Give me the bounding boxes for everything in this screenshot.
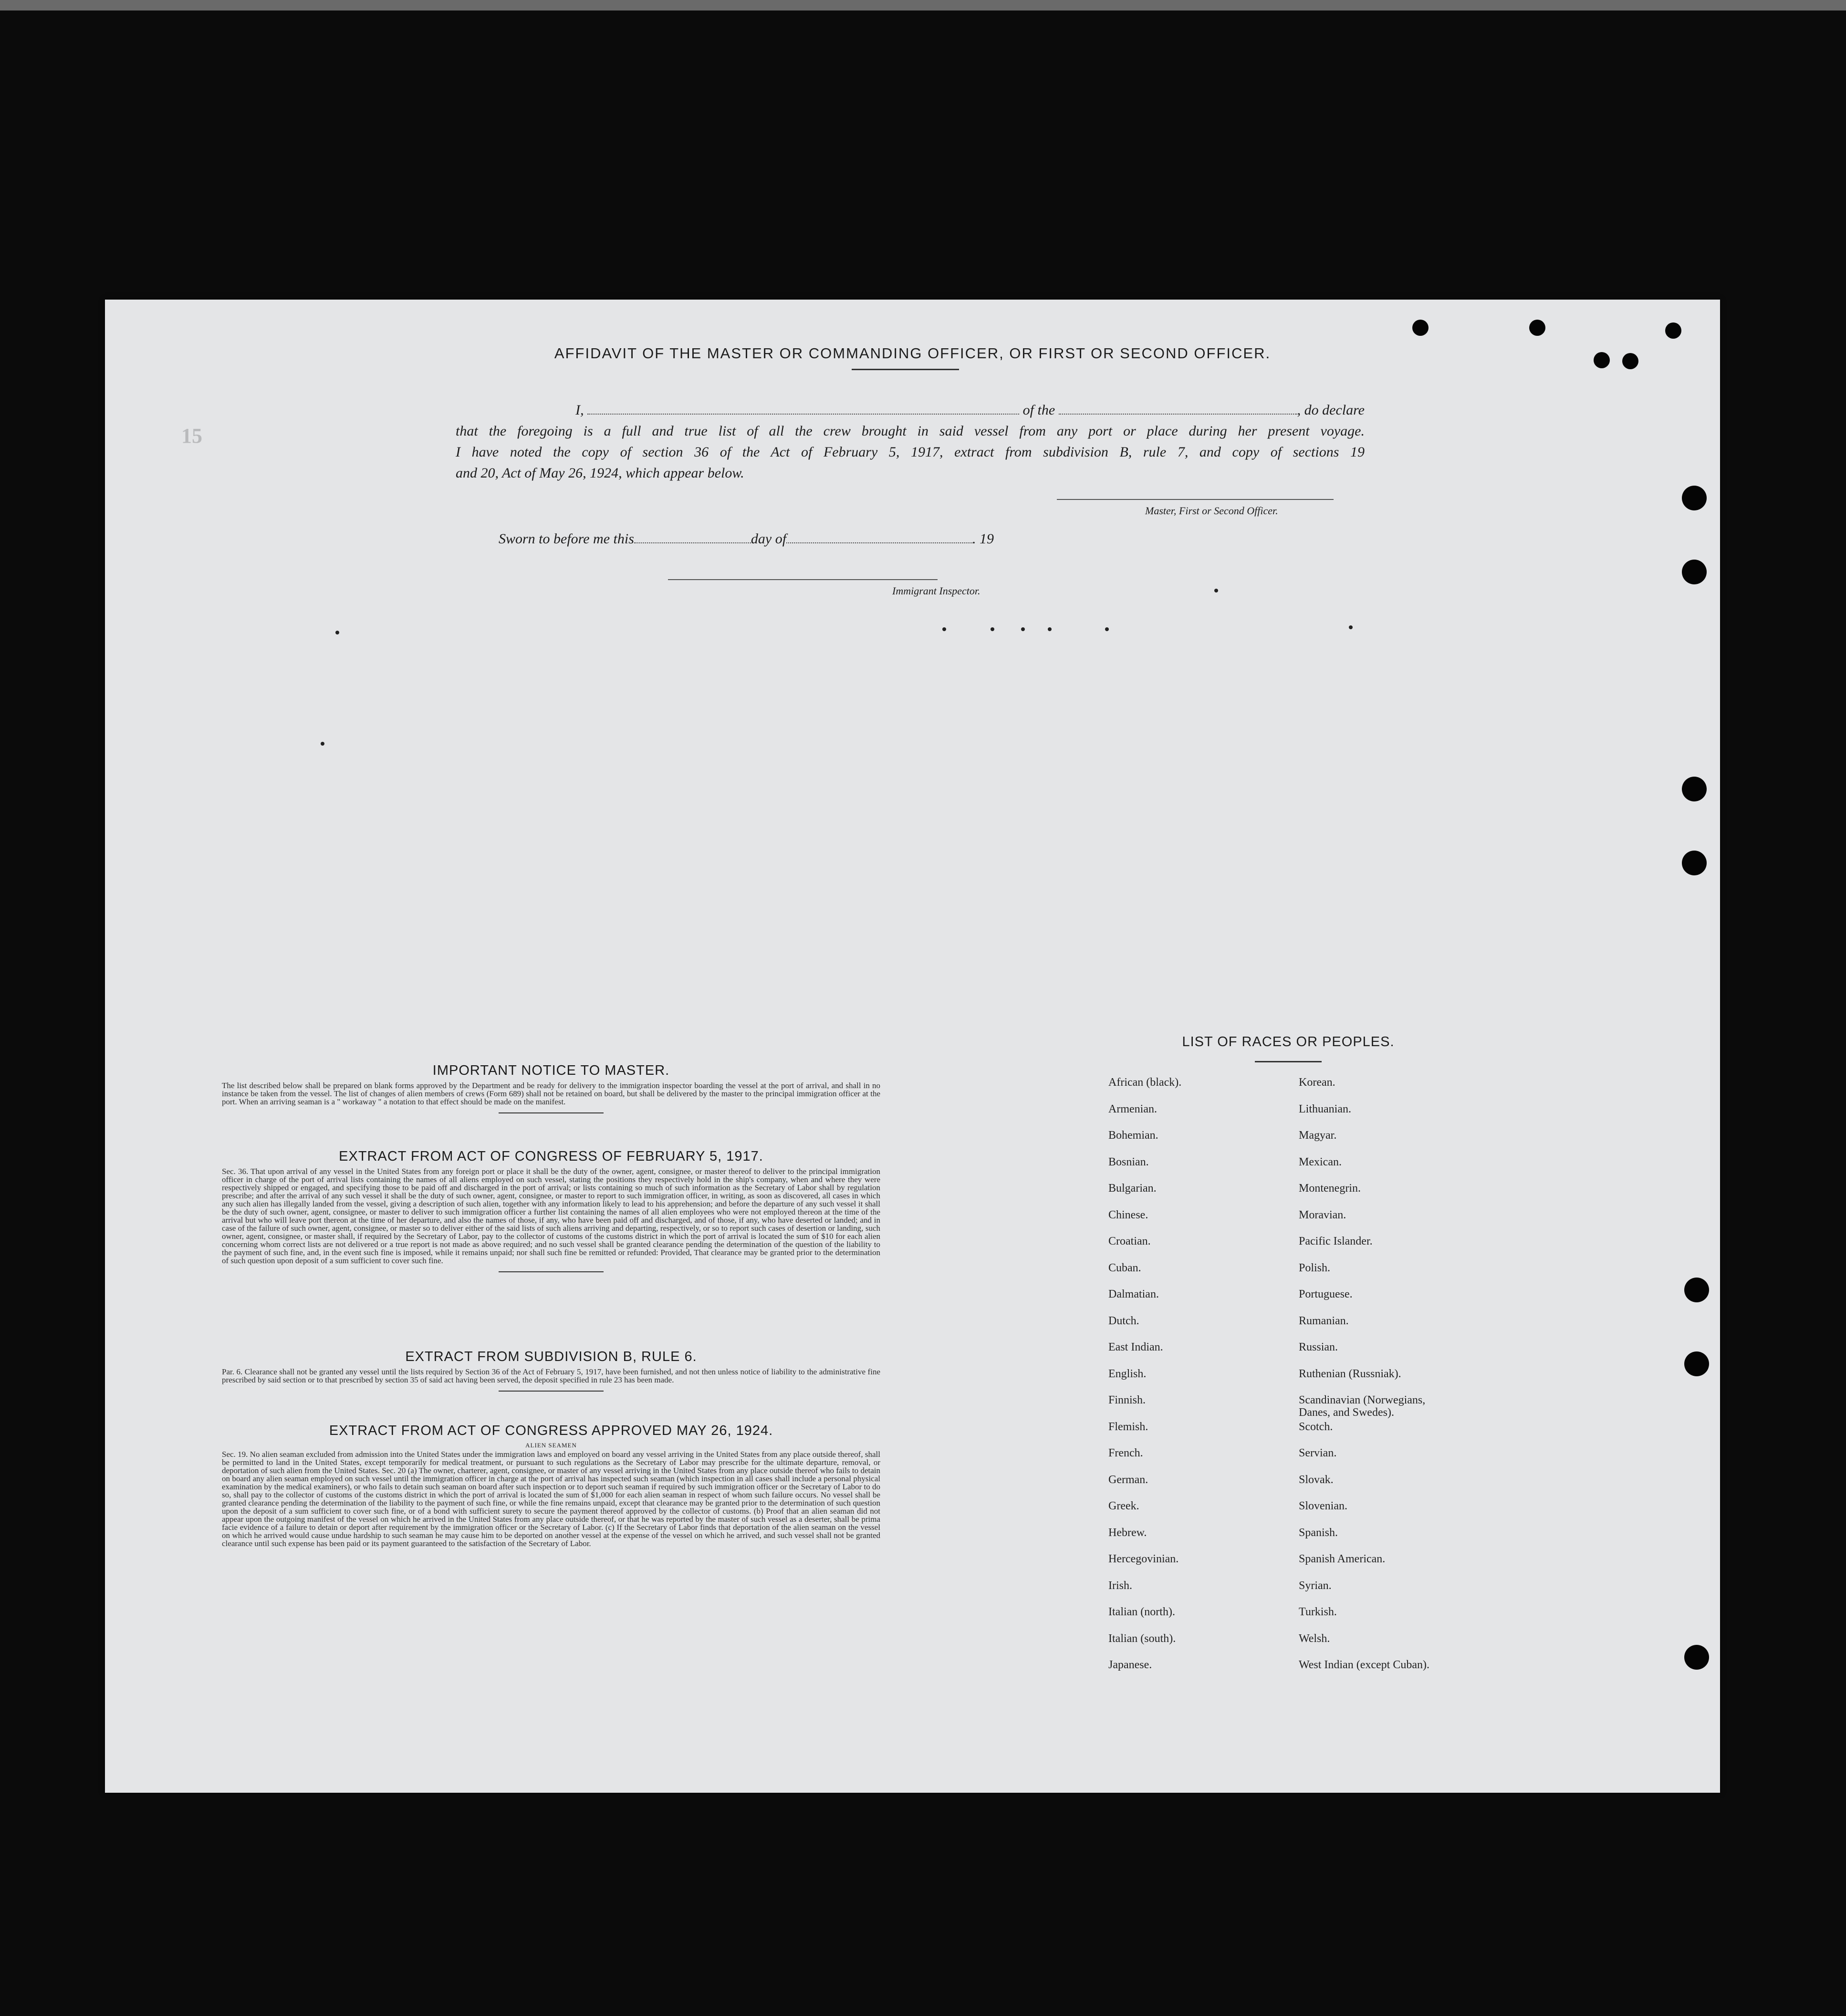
- race-item-left: Italian (south).: [1108, 1632, 1176, 1645]
- of-the-label: of the: [1022, 402, 1055, 418]
- faded-page-number: 15: [181, 424, 202, 447]
- race-item-left: Cuban.: [1108, 1261, 1141, 1274]
- race-item-left: Dalmatian.: [1108, 1288, 1159, 1300]
- vessel-name-field: [1059, 403, 1297, 415]
- speck: [321, 742, 324, 746]
- race-item-right: Polish.: [1299, 1261, 1331, 1274]
- race-item-left: Bosnian.: [1108, 1155, 1149, 1168]
- declaration-line-1: [456, 400, 1365, 421]
- race-item-right: Russian.: [1299, 1341, 1338, 1353]
- declarant-label: I,: [575, 402, 584, 418]
- race-item-left: Flemish.: [1108, 1420, 1148, 1433]
- extract-title: EXTRACT FROM SUBDIVISION B, RULE 6.: [405, 1349, 697, 1364]
- extract-body: Par. 6. Clearance shall not be granted any vessel until the lists required by Section 36 of the Act of February 5, 1917, have been furnished, and not then unless notice of liability to the administrative fine prescribed by said section or to that prescribed by section 35 of said act having been served, the deposit specified in rule 23 has been made.: [222, 1367, 880, 1384]
- race-item-right: Turkish.: [1299, 1606, 1337, 1618]
- race-item-left: Greek.: [1108, 1500, 1139, 1512]
- race-item-left: Hebrew.: [1108, 1526, 1147, 1539]
- race-item-left: Bulgarian.: [1108, 1182, 1157, 1195]
- punch-hole: [1684, 1645, 1709, 1670]
- declaration-line-4: and 20, Act of May 26, 1924, which appear below.: [456, 465, 744, 481]
- punch-hole: [1665, 322, 1681, 339]
- race-item-right: West Indian (except Cuban).: [1299, 1659, 1429, 1671]
- race-item-left: Italian (north).: [1108, 1606, 1175, 1618]
- race-item-right: Spanish.: [1299, 1526, 1338, 1539]
- race-item-left: Irish.: [1108, 1579, 1132, 1592]
- race-item-right: Moravian.: [1299, 1208, 1346, 1221]
- extract-act-1917: [222, 1149, 880, 1272]
- affidavit-title: AFFIDAVIT OF THE MASTER OR COMMANDING OFFICER, OR FIRST OR SECOND OFFICER.: [554, 345, 1271, 362]
- speck: [1021, 627, 1025, 631]
- race-item-right: Magyar.: [1299, 1129, 1337, 1142]
- speck: [335, 631, 339, 634]
- race-item-left: East Indian.: [1108, 1341, 1163, 1353]
- punch-hole: [1529, 320, 1545, 336]
- race-item-left: Hercegovinian.: [1108, 1553, 1179, 1565]
- declaration-paragraph: [456, 400, 1365, 484]
- declaration-line-2: that the foregoing is a full and true list of all the crew brought in said vessel from any port or place during her present voyage.: [456, 423, 1365, 439]
- film-border: [0, 0, 1846, 10]
- race-item-right: Mexican.: [1299, 1155, 1342, 1168]
- day-of-label: day of: [751, 531, 787, 547]
- race-item-right: Pacific Islander.: [1299, 1235, 1373, 1247]
- race-item-right: Montenegrin.: [1299, 1182, 1361, 1195]
- sworn-year: 19: [980, 531, 994, 547]
- do-declare-label: , do declare: [1297, 402, 1365, 418]
- race-item-left: English.: [1108, 1367, 1147, 1380]
- race-item-right: Slovenian.: [1299, 1500, 1347, 1512]
- race-item-left: Dutch.: [1108, 1314, 1139, 1327]
- section-rule: [499, 1391, 604, 1392]
- master-signature-caption: Master, First or Second Officer.: [1145, 505, 1278, 517]
- speck: [991, 627, 994, 631]
- section-rule: [499, 1271, 604, 1272]
- punch-hole: [1412, 320, 1429, 336]
- race-item-right: Spanish American.: [1299, 1553, 1386, 1565]
- speck: [1048, 627, 1052, 631]
- inspector-signature-caption: Immigrant Inspector.: [892, 585, 980, 597]
- race-item-right: Rumanian.: [1299, 1314, 1349, 1327]
- declaration-line-3: I have noted the copy of section 36 of the Act of February 5, 1917, extract from subdivision B, rule 7, and copy of sections 19: [456, 444, 1365, 460]
- punch-hole: [1682, 777, 1707, 801]
- sworn-month-field: [786, 532, 972, 543]
- extract-body: Sec. 19. No alien seaman excluded from admission into the United States under the immigration laws and employed on board any vessel arriving in the United States from any place outside thereof, shall be permitted to land in the United States, except temporarily for medical treatment, or pursuant to such regulations as the Secretary of Labor may prescribe for the ultimate departure, removal, or deportation of such alien from the United States. Sec. 20 (a) The owner, charterer, agent, consignee, or master of any vessel arriving in the United States from any place outside thereof who fails to detain on board any alien seaman employed on such vessel until the immigration officer in charge at the port of arrival has inspected such seaman (which inspection in all cases shall include a personal physical examination by the medical examiners), or who fails to detain such seaman on board after such inspection or to deport such seaman if required by such immigration officer or the Secretary of Labor to do so, shall pay to the collector of customs of the customs district in which the port of arrival is located the sum of $1,000 for each alien seaman in respect of whom such failure occurs. No vessel shall be granted clearance pending the determination of the liability to the payment of such fine, or while the fine remains unpaid, except that clearance may be granted prior to the determination of such question upon the deposit of a sum sufficient to cover such fine, or of a bond with sufficient surety to secure the payment thereof approved by the collector of customs. (b) Proof that an alien seaman did not appear upon the outgoing manifest of the vessel on which he arrived in the United States from any place outside thereof, or that he was reported by the master of such vessel as a deserter, shall be prima facie evidence of a failure to detain or deport after requirement by the immigration officer or the Secretary of Labor. (c) If the Secretary of Labor finds that deportation of the alien seaman on the vessel on which he arrived would cause undue hardship to such seaman he may cause him to be deported on another vessel at the expense of the vessel on which he arrived, and such vessel shall not be granted clearance until such expense has been paid or its payment guaranteed to the satisfaction of the Secretary of Labor.: [222, 1450, 880, 1548]
- title-rule: [852, 369, 959, 370]
- race-item-left: African (black).: [1108, 1076, 1182, 1089]
- sworn-day-field: [634, 532, 751, 543]
- race-item-right: Slovak.: [1299, 1473, 1334, 1486]
- extract-subdivision-b: [222, 1349, 880, 1392]
- races-title-rule: [1255, 1061, 1322, 1062]
- race-item-left: Chinese.: [1108, 1208, 1148, 1221]
- declarant-name-field: [587, 403, 1019, 415]
- speck: [1105, 627, 1109, 631]
- section-rule: [499, 1112, 604, 1113]
- extract-title: EXTRACT FROM ACT OF CONGRESS APPROVED MAY 26, 1924.: [329, 1423, 773, 1438]
- extract-body: Sec. 36. That upon arrival of any vessel in the United States from any foreign port or place it shall be the duty of the owner, agent, consignee, or master thereof to deliver to the principal immigration officer in charge of the port of arrival lists containing the names of all aliens employed on such vessel, stating the positions they respectively hold in the ship's company, when and where they were respectively shipped or engaged, and specifying those to be paid off and discharged in the port of arrival; or lists containing so much of such information as the Secretary of Labor shall by regulation prescribe; and after the arrival of any such vessel it shall be the duty of such owner, agent, consignee, or master to report to such immigration officer, in writing, as soon as discovered, all cases in which any such alien has illegally landed from the vessel, giving a description of such alien, together with any information likely to lead to his apprehension; and before the departure of any such vessel it shall be the duty of such owner, agent, consignee, or master to deliver to such immigration officer a further list containing the names of all alien employees who were not employed thereon at the time of the arrival but who will leave port thereon at the time of her departure, and also the names of those, if any, who have been paid off and discharged, and of those, if any, who have deserted or landed; and in case of the failure of such owner, agent, consignee, or master so to deliver either of the said lists of such aliens arriving and departing, respectively, or so to report such cases of desertion or landing, such owner, agent, consignee, or master shall, if required by the Secretary of Labor, pay to the collector of customs of the customs district in which the port of arrival is located the sum of $10 for each alien concerning whom correct lists are not delivered or a true report is not made as above required; and no such vessel shall be granted clearance pending the determination of the question of the liability to the payment of such fine, and, in the event such fine is imposed, while it remains unpaid; nor shall such fine be remitted or refunded: Provided, That clearance may be granted prior to the determination of such question upon deposit of a sum sufficient to cover such fine.: [222, 1167, 880, 1265]
- inspector-signature-line: [668, 579, 938, 580]
- race-item-left: German.: [1108, 1473, 1148, 1486]
- speck: [1349, 625, 1353, 629]
- race-item-left: Japanese.: [1108, 1659, 1152, 1671]
- punch-hole: [1682, 851, 1707, 875]
- race-item-right: Servian.: [1299, 1447, 1337, 1459]
- punch-hole: [1684, 1351, 1709, 1376]
- sworn-line: Sworn to before me this day of . 19: [499, 531, 994, 547]
- race-item-right: Scotch.: [1299, 1420, 1333, 1433]
- notice-body: The list described below shall be prepared on blank forms approved by the Department and be ready for delivery to the immigration inspector boarding the vessel at the port of arrival, and shall in no instance be taken from the vessel. The list of changes of alien members of crews (Form 689) shall not be retained on board, but shall be delivered by the master to the principal immigration officer at the port. When an arriving seaman is a " workaway " a notation to that effect should be made on the manifest.: [222, 1081, 880, 1106]
- race-item-left: Bohemian.: [1108, 1129, 1158, 1142]
- race-item-right: Lithuanian.: [1299, 1102, 1351, 1115]
- race-item-right: Portuguese.: [1299, 1288, 1353, 1300]
- race-item-left: Armenian.: [1108, 1102, 1157, 1115]
- race-item-right: Syrian.: [1299, 1579, 1332, 1592]
- race-item-left: French.: [1108, 1447, 1143, 1459]
- speck: [1214, 589, 1218, 592]
- notice-title: IMPORTANT NOTICE TO MASTER.: [432, 1063, 670, 1078]
- extract-subtitle: ALIEN SEAMEN: [525, 1442, 577, 1449]
- master-signature-line: [1057, 499, 1334, 500]
- race-item-left: Croatian.: [1108, 1235, 1151, 1247]
- speck: [942, 627, 946, 631]
- race-item-right: Welsh.: [1299, 1632, 1330, 1645]
- races-title: LIST OF RACES OR PEOPLES.: [1182, 1034, 1395, 1050]
- punch-hole: [1682, 486, 1707, 510]
- race-item-right: Korean.: [1299, 1076, 1335, 1089]
- sworn-label: Sworn to before me this: [499, 531, 634, 547]
- notice-to-master: [222, 1063, 880, 1113]
- punch-hole: [1684, 1278, 1709, 1302]
- race-item-right: Scandinavian (Norwegians, Danes, and Swedes).: [1299, 1394, 1426, 1419]
- race-item-right: Ruthenian (Russniak).: [1299, 1367, 1401, 1380]
- race-item-left: Finnish.: [1108, 1394, 1146, 1406]
- extract-title: EXTRACT FROM ACT OF CONGRESS OF FEBRUARY 5, 1917.: [339, 1149, 763, 1164]
- punch-hole: [1682, 560, 1707, 584]
- extract-act-1924: [222, 1423, 880, 1548]
- document-page: [105, 300, 1720, 1793]
